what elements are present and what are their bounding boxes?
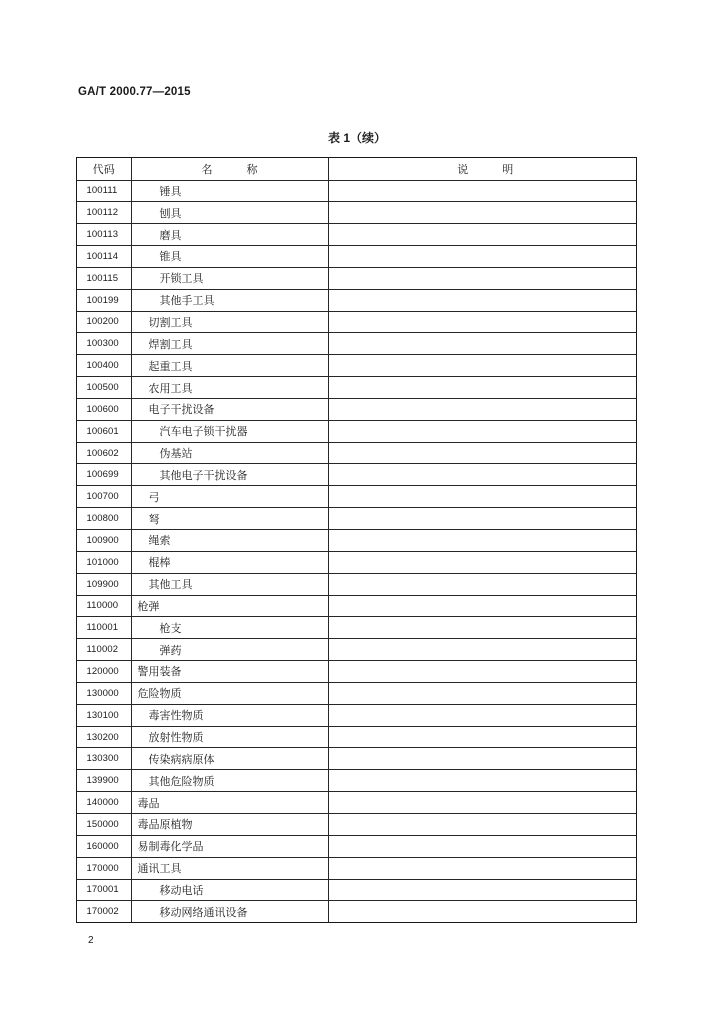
row-code: 100602 bbox=[86, 447, 119, 459]
table-row bbox=[77, 332, 636, 354]
page-number: 2 bbox=[88, 935, 94, 946]
table-row bbox=[77, 857, 636, 879]
row-name: 放射性物质 bbox=[131, 727, 328, 748]
row-name: 伪基站 bbox=[131, 443, 328, 464]
row-name: 其他危险物质 bbox=[131, 770, 328, 791]
row-name: 警用装备 bbox=[131, 661, 328, 682]
row-name: 弩 bbox=[131, 508, 328, 529]
row-name: 弹药 bbox=[131, 639, 328, 660]
row-description bbox=[328, 814, 637, 835]
table-row bbox=[77, 726, 636, 748]
row-name: 开锁工具 bbox=[131, 268, 328, 289]
row-code: 170000 bbox=[86, 862, 119, 874]
table-row bbox=[77, 573, 636, 595]
row-code: 110001 bbox=[86, 622, 119, 634]
row-name: 切割工具 bbox=[131, 312, 328, 333]
row-name: 电子干扰设备 bbox=[131, 399, 328, 420]
row-description bbox=[328, 770, 637, 791]
row-description bbox=[328, 530, 637, 551]
table-row bbox=[77, 223, 636, 245]
row-name: 其他工具 bbox=[131, 574, 328, 595]
row-code: 100600 bbox=[86, 403, 119, 415]
row-code: 100699 bbox=[86, 469, 119, 481]
row-description bbox=[328, 748, 637, 769]
standard-number-header: GA/T 2000.77—2015 bbox=[78, 86, 191, 98]
row-name: 汽车电子锁干扰器 bbox=[131, 421, 328, 442]
row-name: 棍棒 bbox=[131, 552, 328, 573]
row-code: 100700 bbox=[86, 491, 119, 503]
row-code: 120000 bbox=[86, 665, 119, 677]
table-row bbox=[77, 311, 636, 333]
row-name: 锥具 bbox=[131, 246, 328, 267]
row-description bbox=[328, 617, 637, 638]
header-name bbox=[131, 158, 328, 180]
row-description bbox=[328, 464, 637, 485]
table-title: 表 1（续） bbox=[327, 131, 386, 145]
row-name: 枪弹 bbox=[131, 596, 328, 617]
row-description bbox=[328, 727, 637, 748]
table-body bbox=[77, 180, 636, 923]
row-description bbox=[328, 661, 637, 682]
row-description bbox=[328, 574, 637, 595]
row-name: 弓 bbox=[131, 486, 328, 507]
row-description bbox=[328, 246, 637, 267]
row-description bbox=[328, 508, 637, 529]
table-row bbox=[77, 660, 636, 682]
row-name: 易制毒化学品 bbox=[131, 836, 328, 857]
table-row bbox=[77, 507, 636, 529]
table-row bbox=[77, 682, 636, 704]
row-name: 农用工具 bbox=[131, 377, 328, 398]
row-code: 100114 bbox=[86, 250, 119, 262]
row-description bbox=[328, 355, 637, 376]
table-row bbox=[77, 485, 636, 507]
table-row bbox=[77, 769, 636, 791]
table-row bbox=[77, 529, 636, 551]
table-header-row bbox=[77, 158, 636, 180]
row-code: 100900 bbox=[86, 534, 119, 546]
header-code bbox=[77, 158, 131, 180]
table-row bbox=[77, 180, 636, 202]
row-description bbox=[328, 181, 637, 202]
header-name-label: 名 称 bbox=[201, 163, 258, 176]
table-row bbox=[77, 835, 636, 857]
row-name: 锤具 bbox=[131, 181, 328, 202]
row-code: 100601 bbox=[86, 425, 119, 437]
table-row bbox=[77, 267, 636, 289]
row-code: 100200 bbox=[86, 316, 119, 328]
header-description bbox=[328, 158, 637, 180]
row-description bbox=[328, 333, 637, 354]
row-code: 100800 bbox=[86, 513, 119, 525]
row-description bbox=[328, 421, 637, 442]
row-description bbox=[328, 901, 637, 922]
row-code: 100115 bbox=[86, 272, 119, 284]
row-code: 160000 bbox=[86, 840, 119, 852]
row-description bbox=[328, 290, 637, 311]
row-description bbox=[328, 858, 637, 879]
row-name: 传染病病原体 bbox=[131, 748, 328, 769]
row-name: 其他电子干扰设备 bbox=[131, 464, 328, 485]
row-description bbox=[328, 399, 637, 420]
code-table bbox=[76, 157, 637, 923]
row-name: 毒品 bbox=[131, 792, 328, 813]
row-description bbox=[328, 312, 637, 333]
table-row bbox=[77, 551, 636, 573]
row-code: 101000 bbox=[86, 556, 119, 568]
row-name: 毒害性物质 bbox=[131, 705, 328, 726]
row-code: 100199 bbox=[86, 294, 119, 306]
row-name: 绳索 bbox=[131, 530, 328, 551]
row-name: 其他手工具 bbox=[131, 290, 328, 311]
table-row bbox=[77, 595, 636, 617]
row-description bbox=[328, 486, 637, 507]
row-name: 毒品原植物 bbox=[131, 814, 328, 835]
row-code: 100400 bbox=[86, 360, 119, 372]
table-row bbox=[77, 704, 636, 726]
row-code: 110000 bbox=[86, 600, 119, 612]
table-row bbox=[77, 879, 636, 901]
row-code: 139900 bbox=[86, 775, 119, 787]
row-code: 130000 bbox=[86, 687, 119, 699]
header-description-label: 说 明 bbox=[457, 163, 514, 176]
row-name: 通讯工具 bbox=[131, 858, 328, 879]
row-code: 130100 bbox=[86, 709, 119, 721]
row-description bbox=[328, 792, 637, 813]
row-description bbox=[328, 705, 637, 726]
row-description bbox=[328, 683, 637, 704]
table-row bbox=[77, 420, 636, 442]
row-code: 100112 bbox=[86, 207, 119, 219]
row-code: 100113 bbox=[86, 229, 119, 241]
row-description bbox=[328, 202, 637, 223]
table-row bbox=[77, 289, 636, 311]
row-code: 130200 bbox=[86, 731, 119, 743]
row-code: 100111 bbox=[86, 185, 118, 197]
row-name: 移动电话 bbox=[131, 880, 328, 901]
table-row bbox=[77, 376, 636, 398]
row-name: 磨具 bbox=[131, 224, 328, 245]
table-row bbox=[77, 638, 636, 660]
table-row bbox=[77, 747, 636, 769]
row-code: 100500 bbox=[86, 382, 119, 394]
row-description bbox=[328, 443, 637, 464]
header-code-label: 代码 bbox=[92, 163, 115, 176]
row-code: 150000 bbox=[86, 818, 119, 830]
row-description bbox=[328, 377, 637, 398]
row-code: 130300 bbox=[86, 753, 119, 765]
row-name: 移动网络通讯设备 bbox=[131, 901, 328, 922]
row-code: 109900 bbox=[86, 578, 119, 590]
row-code: 170001 bbox=[86, 884, 119, 896]
table-row bbox=[77, 813, 636, 835]
row-name: 起重工具 bbox=[131, 355, 328, 376]
table-row bbox=[77, 245, 636, 267]
table-row bbox=[77, 354, 636, 376]
row-description bbox=[328, 596, 637, 617]
row-code: 100300 bbox=[86, 338, 119, 350]
table-row bbox=[77, 791, 636, 813]
table-row bbox=[77, 616, 636, 638]
table-row bbox=[77, 463, 636, 485]
row-description bbox=[328, 224, 637, 245]
row-name: 刨具 bbox=[131, 202, 328, 223]
table-row bbox=[77, 442, 636, 464]
row-description bbox=[328, 639, 637, 660]
row-description bbox=[328, 268, 637, 289]
row-description bbox=[328, 880, 637, 901]
table-row bbox=[77, 201, 636, 223]
row-name: 焊割工具 bbox=[131, 333, 328, 354]
row-name: 枪支 bbox=[131, 617, 328, 638]
row-name: 危险物质 bbox=[131, 683, 328, 704]
row-code: 140000 bbox=[86, 797, 119, 809]
row-code: 110002 bbox=[86, 644, 119, 656]
table-row bbox=[77, 900, 636, 922]
row-description bbox=[328, 552, 637, 573]
row-code: 170002 bbox=[86, 906, 119, 918]
row-description bbox=[328, 836, 637, 857]
table-row bbox=[77, 398, 636, 420]
